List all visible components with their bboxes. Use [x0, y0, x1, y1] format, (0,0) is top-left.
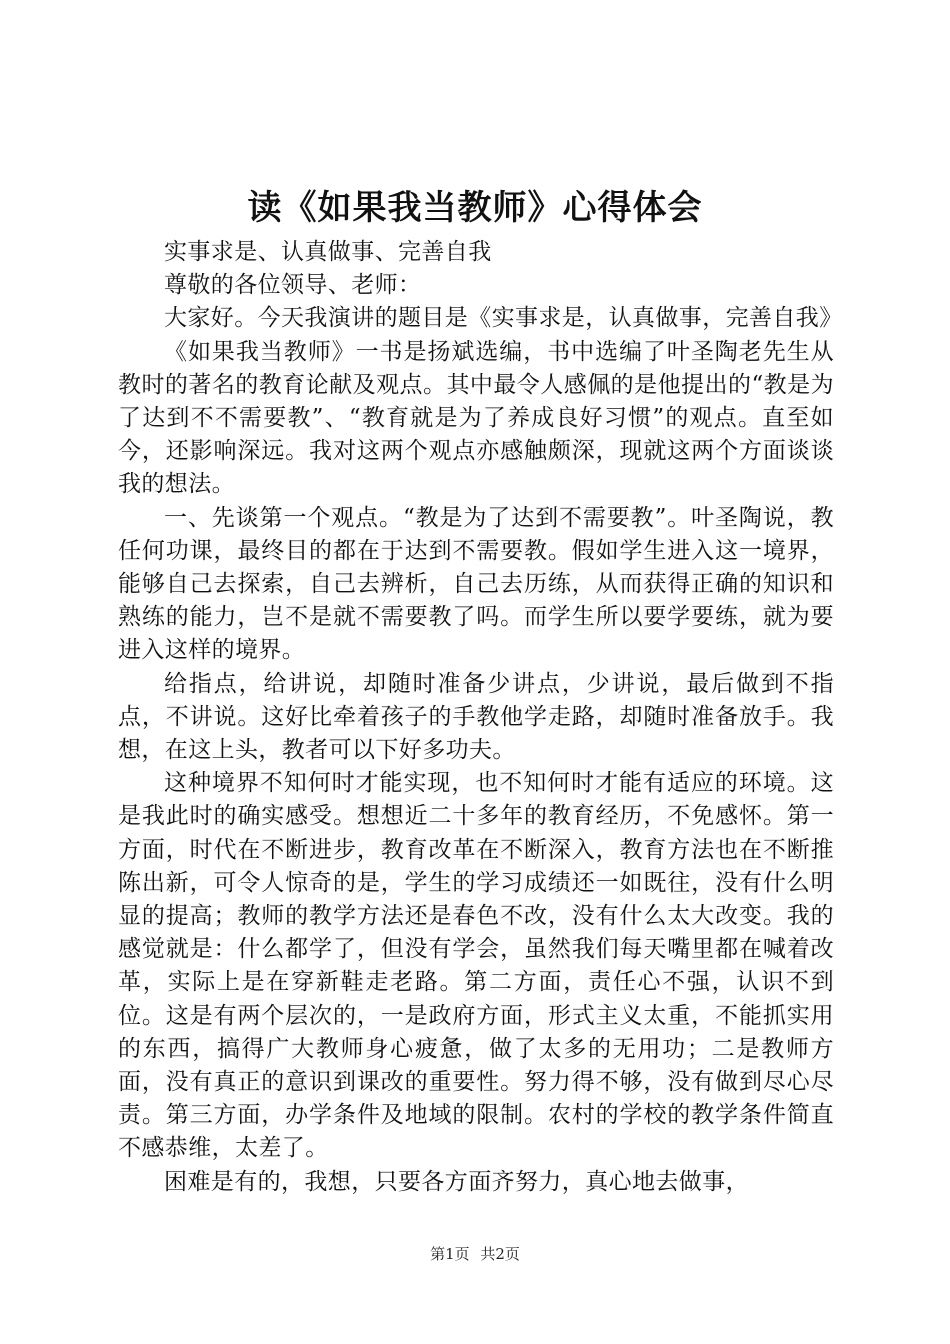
paragraph-guidance: 给指点，给讲说，却随时准备少讲点，少讲说，最后做到不指点，不讲说。这好比牵着孩子的手教他学走路，却随时准备放手。我想，在这上头，教者可以下好多功夫。 — [118, 670, 834, 764]
document-body — [118, 236, 843, 1199]
page-total: 共2页 — [480, 1245, 520, 1263]
page-footer — [0, 1244, 950, 1264]
paragraph-difficulties: 困难是有的，我想，只要各方面齐努力，真心地去做事， — [164, 1168, 749, 1195]
paragraph-greeting: 大家好。今天我演讲的题目是《实事求是，认真做事，完善自我》 — [164, 305, 843, 332]
document-title: 读《如果我当教师》心得体会 — [247, 188, 703, 228]
paragraph-book-intro: 《如果我当教师》一书是扬斌选编，书中选编了叶圣陶老先生从教时的著名的教育论献及观点。其中最令人感佩的是他提出的“教是为了达到不不需要教”、“教育就是为了养成良好习惯”的观点。直至如今，还影响深远。我对这两个观点亦感触颇深，现就这两个方面谈谈我的想法。 — [118, 338, 834, 498]
paragraph-salutation: 尊敬的各位领导、老师： — [164, 272, 422, 299]
page-number: 第1页 — [430, 1245, 470, 1263]
paragraph-reflection: 这种境界不知何时才能实现，也不知何时才能有适应的环境。这是我此时的确实感受。想想近二十多年的教育经历，不免感怀。第一方面，时代在不断进步，教育改革在不断深入，教育方法也在不断推陈出新，可令人惊奇的是，学生的学习成绩还一如既往，没有什么明显的提高；教师的教学方法还是春色不改，没有什么太大改变。我的感觉就是：什么都学了，但没有学会，虽然我们每天嘴里都在喊着改革，实际上是在穿新鞋走老路。第二方面，责任心不强，认识不到位。这是有两个层次的，一是政府方面，形式主义太重，不能抓实用的东西，搞得广大教师身心疲惫，做了太多的无用功；二是教师方面，没有真正的意识到课改的重要性。努力得不够，没有做到尽心尽责。第三方面，办学条件及地域的限制。农村的学校的教学条件简直不感恭维，太差了。 — [118, 770, 834, 1162]
paragraph-first-viewpoint: 一、先谈第一个观点。“教是为了达到不需要教”。叶圣陶说，教任何功课，最终目的都在于达到不需要教。假如学生进入这一境界，能够自己去探索，自己去辨析，自己去历练，从而获得正确的知识和熟练的能力，岂不是就不需要教了吗。而学生所以要学要练，就为要进入这样的境界。 — [118, 504, 834, 664]
paragraph-subtitle: 实事求是、认真做事、完善自我 — [164, 239, 492, 265]
